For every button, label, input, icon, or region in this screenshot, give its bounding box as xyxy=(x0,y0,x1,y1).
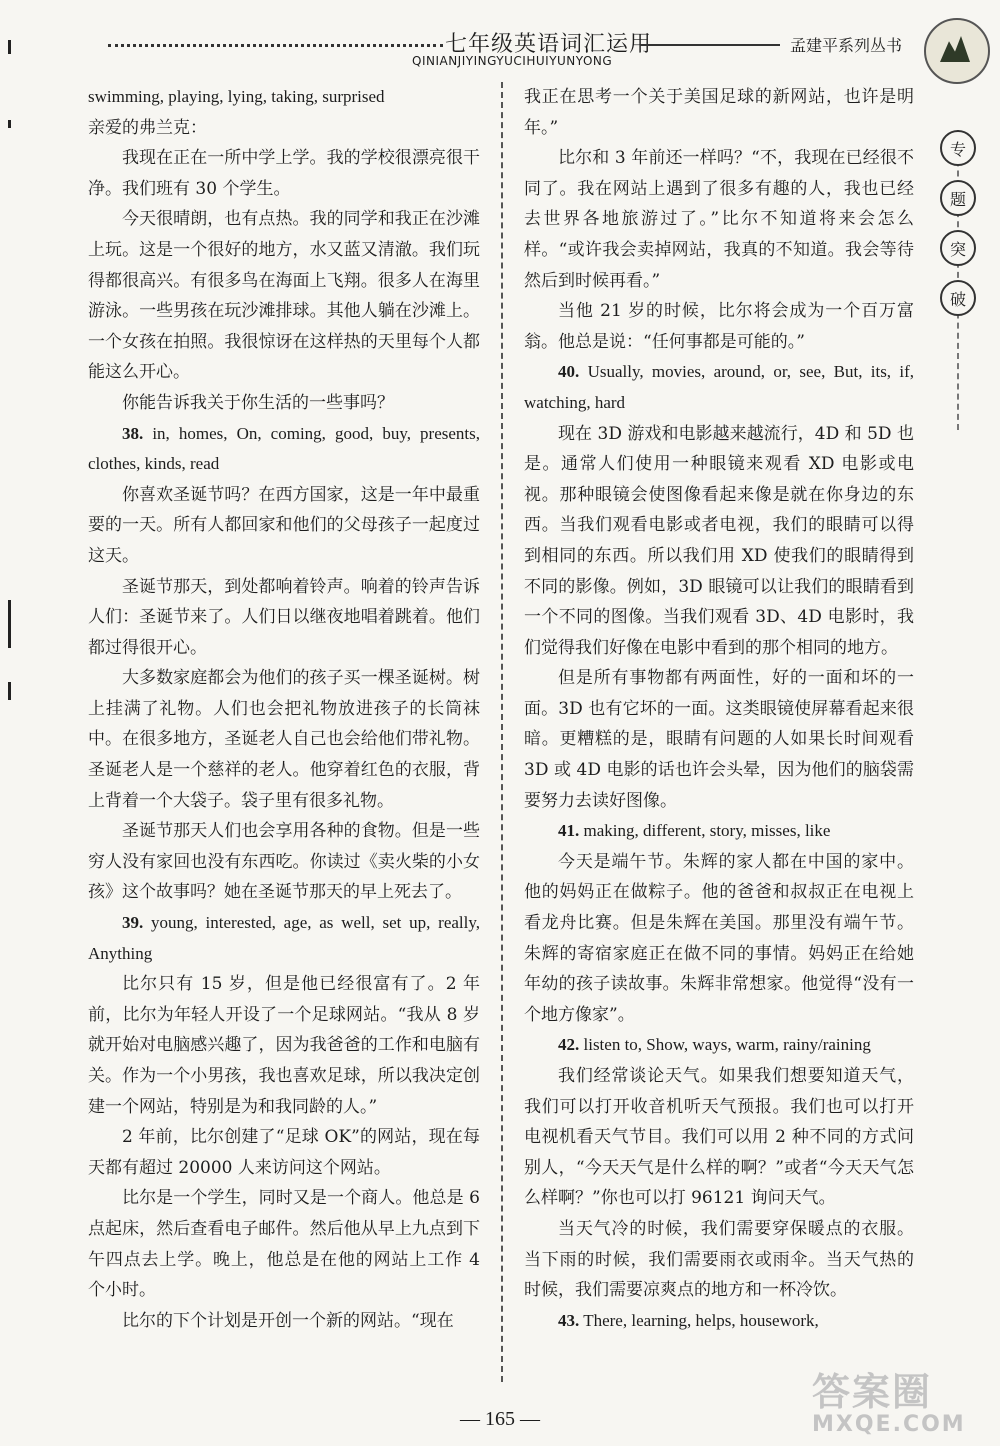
translation-paragraph: 圣诞节那天，到处都响着铃声。响着的铃声告诉人们：圣诞节来了。人们日以继夜地唱着跳着。他们都过得很开心。 xyxy=(88,576,480,658)
translation-paragraph: 当他 21 岁的时候，比尔将会成为一个百万富翁。他总是说：“任何事都是可能的。” xyxy=(524,301,914,352)
translation-paragraph: 你喜欢圣诞节吗？在西方国家，这是一年中最重要的一天。所有人都回家和他们的父母孩子一起度过这天。 xyxy=(88,484,480,566)
translation-paragraph: 当天气冷的时候，我们需要穿保暖点的衣服。当下雨的时候，我们需要雨衣或雨伞。当天气热的时候，我们需要凉爽点的地方和一杯冷饮。 xyxy=(524,1218,914,1301)
question-number: 41. xyxy=(558,821,580,841)
answer-key-line xyxy=(524,1030,914,1061)
page-number: — 165 — xyxy=(460,1408,540,1430)
translation-paragraph: 大多数家庭都会为他们的孩子买一棵圣诞树。树上挂满了礼物。人们也会把礼物放进孩子的长筒袜中。在很多地方，圣诞老人自己也会给他们带礼物。圣诞老人是一个慈祥的老人。他穿着红色的衣服，背上背着一个大袋子。袋子里有很多礼物。 xyxy=(88,668,480,811)
side-tab-char: 题 xyxy=(940,180,976,216)
column-divider xyxy=(501,82,503,1382)
answer-words: swimming, playing, lying, taking, surprised xyxy=(88,87,385,106)
series-logo-icon xyxy=(924,18,990,84)
translation-paragraph: 你能告诉我关于你生活的一些事吗？ xyxy=(122,392,394,413)
side-tab-char: 破 xyxy=(940,280,976,316)
answer-words: listen to, Show, ways, warm, rainy/raining xyxy=(583,1035,871,1055)
answer-words: in, homes, On, coming, good, buy, presents, clothes, kinds, read xyxy=(88,423,480,474)
book-title-pinyin: QINIANJIYINGYUCIHUIYUNYONG xyxy=(412,54,613,68)
book-title: 七年级英语词汇运用 xyxy=(445,32,653,57)
answer-key-line xyxy=(524,816,914,847)
question-number: 42. xyxy=(558,1035,580,1055)
translation-paragraph: 今天很晴朗，也有点热。我的同学和我正在沙滩上玩。这是一个很好的地方，水又蓝又清澈。我们玩得都很高兴。有很多鸟在海面上飞翔。很多人在海里游泳。一些男孩在玩沙滩排球。其他人躺在沙滩上。一个女孩在拍照。我很惊讶在这样热的天里每个人都能这么开心。 xyxy=(88,209,480,383)
watermark-en: MXQE.COM xyxy=(812,1412,966,1437)
side-tab-char: 专 xyxy=(940,130,976,166)
header-rule xyxy=(640,44,780,46)
scan-edge-marks xyxy=(8,40,16,700)
watermark-cn: 答案圈 xyxy=(812,1370,933,1414)
answer-words: making, different, story, misses, like xyxy=(583,821,831,841)
translation-paragraph: 今天是端午节。朱辉的家人都在中国的家中。他的妈妈正在做粽子。他的爸爸和叔叔正在电视上看龙舟比赛。但是朱辉在美国。那里没有端午节。朱辉的寄宿家庭正在做不同的事情。妈妈正在给她年幼的孩子读故事。朱辉非常想家。他觉得“没有一个地方像家”。 xyxy=(524,851,914,1025)
page-header xyxy=(0,0,1000,80)
translation-paragraph: 比尔是一个学生，同时又是一个商人。他总是 6 点起床，然后查看电子邮件。然后他从早上九点到下午四点去上学。晚上，他总是在他的网站上工作 4 个小时。 xyxy=(88,1188,480,1301)
answer-key-line xyxy=(88,419,480,480)
translation-paragraph: 现在 3D 游戏和电影越来越流行，4D 和 5D 也是。通常人们使用一种眼镜来观看 XD 电影或电视。那种眼镜会使图像看起来像是就在你身边的东西。当我们观看电影或者电视，我们的眼睛可以得到相同的东西。所以我们用 XD 使我们的眼睛得到不同的影像。例如，3D 眼镜可以让我们的眼睛看到一个不同的图像。当我们观看 3D、4D 电影时，我们觉得我们好像在电影中看到的那个相同的地方。 xyxy=(524,423,914,658)
header-dotted-rule xyxy=(108,44,443,47)
text-line: 我正在思考一个关于美国足球的新网站，也许是明年。” xyxy=(524,87,914,138)
answer-key-line xyxy=(524,357,914,418)
watermark xyxy=(812,1372,992,1438)
series-name: 孟建平系列丛书 xyxy=(790,36,903,55)
question-number: 40. xyxy=(558,362,580,382)
right-column xyxy=(524,82,914,1336)
answer-key-line xyxy=(88,908,480,969)
translation-paragraph: 但是所有事物都有两面性，好的一面和坏的一面。3D 也有它坏的一面。这类眼镜使屏幕看起来很暗。更糟糕的是，眼睛有问题的人如果长时间观看 3D 或 4D 电影的话也许会头晕，因为他们的脑袋需要努力去读好图像。 xyxy=(524,668,914,811)
question-number: 43. xyxy=(558,1310,580,1330)
left-column xyxy=(88,82,480,1336)
question-number: 38. xyxy=(122,423,144,443)
answer-words: There, learning, helps, housework, xyxy=(583,1310,819,1330)
translation-paragraph: 我现在正在一所中学上学。我的学校很漂亮很干净。我们班有 30 个学生。 xyxy=(88,148,480,199)
translation-paragraph: 比尔的下个计划是开创一个新的网站。“现在 xyxy=(122,1310,454,1331)
translation-paragraph: 我们经常谈论天气。如果我们想要知道天气，我们可以打开收音机听天气预报。我们也可以打开电视机看天气节目。我们可以用 2 种不同的方式问别人，“今天天气是什么样的啊？”或者“今天天气怎么样啊？”你也可以打 96121 询问天气。 xyxy=(524,1066,914,1209)
answer-words: Usually, movies, around, or, see, But, its, if, watching, hard xyxy=(524,362,914,412)
translation-paragraph: 2 年前，比尔创建了“足球 OK”的网站，现在每天都有超过 20000 人来访问这个网站。 xyxy=(88,1127,480,1178)
text-line: 亲爱的弗兰克： xyxy=(88,117,207,138)
answer-key-line xyxy=(524,1306,914,1337)
translation-paragraph: 圣诞节那天人们也会享用各种的食物。但是一些穷人没有家回也没有东西吃。你读过《卖火柴的小女孩》这个故事吗？她在圣诞节那天的早上死去了。 xyxy=(88,821,480,903)
question-number: 39. xyxy=(122,913,144,933)
answer-words: young, interested, age, as well, set up, really, Anything xyxy=(88,913,480,963)
translation-paragraph: 比尔只有 15 岁，但是他已经很富有了。2 年前，比尔为年轻人开设了一个足球网站。“我从 8 岁就开始对电脑感兴趣了，因为我爸爸的工作和电脑有关。作为一个小男孩，我也喜欢足球，所以我决定创建一个网站，特别是为和我同龄的人。” xyxy=(88,974,480,1117)
side-tab xyxy=(940,130,978,330)
translation-paragraph: 比尔和 3 年前还一样吗？“不，我现在已经很不同了。我在网站上遇到了很多有趣的人，我也已经去世界各地旅游过了。”比尔不知道将来会怎么样。“或许我会卖掉网站，我真的不知道。我会等待然后到时候再看。” xyxy=(524,148,914,291)
side-tab-char: 突 xyxy=(940,230,976,266)
